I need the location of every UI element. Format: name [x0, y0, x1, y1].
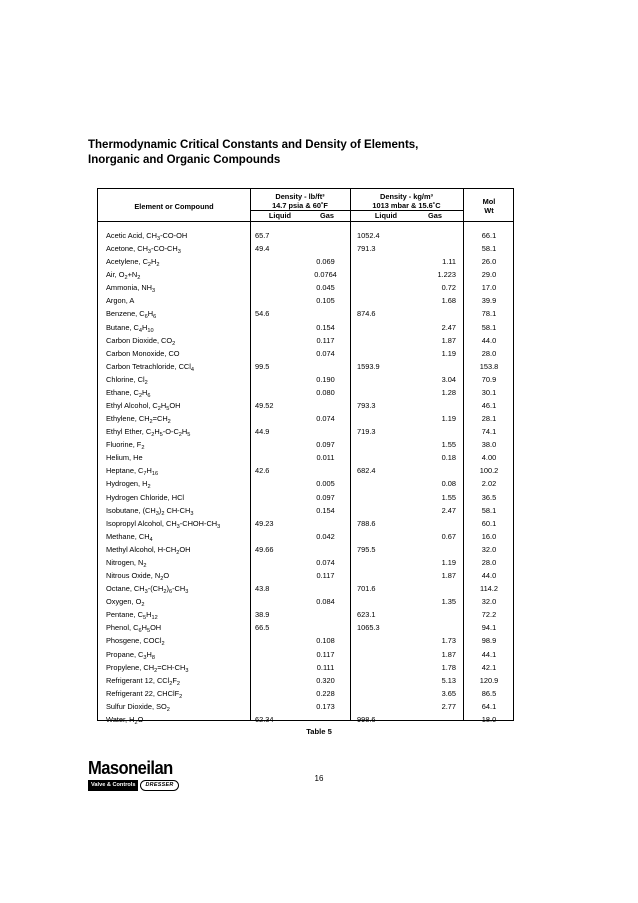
compound-name: Ethylene, $CH_2=CH_2$	[106, 414, 171, 426]
table-row	[98, 595, 513, 608]
compound-name: Nitrous Oxide, $N_2O$	[106, 571, 170, 583]
density-liquid-kg: 682.4	[357, 466, 376, 476]
compound-name: Ethyl Ether, $C_2H_5-O-C_2H_5$	[106, 427, 191, 439]
density-gas-kg: 1.28	[441, 387, 456, 397]
density-gas-lb: 0.074	[316, 557, 335, 567]
header-liquid-metric: Liquid	[374, 211, 398, 220]
molecular-weight: 4.00	[481, 453, 497, 463]
density-gas-kg: 5.13	[441, 675, 456, 685]
header-element-or-compound: Element or Compound	[134, 202, 214, 211]
compound-name: Hydrogen Chloride, HCl	[106, 492, 185, 502]
table-row	[98, 294, 513, 307]
header-liquid: Liquid	[268, 211, 292, 220]
density-gas-kg: 1.19	[441, 557, 456, 567]
compound-name: Argon, A	[106, 296, 135, 306]
table-row	[98, 674, 513, 687]
density-gas-kg: 1.73	[441, 636, 456, 646]
compound-name: Isobutane, $(CH_3)_2$ $CH-CH_3$	[106, 505, 194, 517]
density-gas-lb: 0.117	[316, 571, 335, 581]
density-liquid-kg: 623.1	[357, 610, 376, 620]
density-gas-kg: 1.55	[441, 492, 456, 502]
molecular-weight: 38.0	[481, 440, 497, 450]
compound-name: Propylene, $CH_2=CH-CH_3$	[106, 662, 189, 674]
density-gas-kg: 1.19	[441, 414, 456, 424]
table-row	[98, 582, 513, 595]
compound-name: Hydrogen, $H_2$	[106, 479, 151, 491]
density-gas-kg: 2.47	[441, 505, 456, 515]
molecular-weight: 39.9	[481, 296, 497, 306]
page-number: 16	[314, 774, 324, 783]
density-gas-kg: 0.08	[441, 479, 456, 489]
table-row	[98, 281, 513, 294]
molecular-weight: 16.0	[481, 531, 497, 541]
density-gas-lb: 0.154	[316, 505, 335, 515]
density-gas-kg: 0.18	[441, 453, 456, 463]
table-row	[98, 556, 513, 569]
compound-name: Phenol, $C_6H_5OH$	[106, 623, 162, 635]
molecular-weight: 70.9	[481, 374, 497, 384]
molecular-weight: 44.0	[481, 571, 497, 581]
density-liquid-lb: 62.34	[255, 714, 274, 724]
molecular-weight: 60.1	[481, 518, 497, 528]
molecular-weight: 120.9	[479, 675, 499, 685]
molecular-weight: 44.1	[481, 649, 497, 659]
compound-name: Phosgene, COCl$_2$	[106, 636, 165, 648]
density-liquid-kg: 1065.3	[357, 623, 380, 633]
compound-name: Octane, $CH_3-(CH_2)_6-CH_3$	[106, 584, 189, 596]
density-gas-lb: 0.069	[316, 257, 335, 267]
molecular-weight: 18.0	[481, 714, 497, 724]
density-liquid-lb: 49.52	[255, 401, 274, 411]
density-gas-kg: 1.78	[441, 662, 456, 672]
molecular-weight: 36.5	[481, 492, 497, 502]
density-gas-lb: 0.320	[316, 675, 335, 685]
molecular-weight: 66.1	[481, 231, 497, 240]
density-liquid-lb: 99.5	[255, 361, 270, 371]
molecular-weight: 28.0	[481, 348, 497, 358]
density-gas-lb: 0.097	[316, 492, 335, 502]
header-gas: Gas	[320, 211, 334, 220]
table-row	[98, 687, 513, 700]
density-gas-lb: 0.108	[316, 636, 335, 646]
density-gas-kg: 1.35	[441, 597, 456, 607]
molecular-weight: 78.1	[481, 309, 497, 319]
table-row	[98, 464, 513, 477]
compound-name: Carbon Dioxide, $CO_2$	[106, 335, 176, 347]
table-body	[98, 229, 513, 726]
table-row	[98, 608, 513, 621]
table-row	[98, 386, 513, 399]
density-gas-kg: 2.77	[441, 701, 456, 711]
density-gas-kg: 1.223	[437, 270, 456, 280]
table-row	[98, 477, 513, 490]
table-caption: Table 5	[306, 727, 332, 736]
molecular-weight: 153.8	[479, 361, 499, 371]
density-gas-lb: 0.045	[316, 283, 335, 293]
header-wt-line-2: Wt	[484, 206, 494, 215]
table-row	[98, 373, 513, 386]
density-gas-kg: 1.11	[442, 257, 456, 267]
logo-dresser-brand: DRESSER	[140, 780, 178, 791]
molecular-weight: 32.0	[481, 544, 497, 554]
table-row	[98, 229, 513, 242]
density-liquid-lb: 66.5	[255, 623, 270, 633]
table-row	[98, 412, 513, 425]
molecular-weight: 32.0	[481, 597, 497, 607]
density-gas-lb: 0.117	[316, 649, 335, 659]
table-row	[98, 268, 513, 281]
compound-name: Sulfur Dioxide, $SO_2$	[106, 701, 170, 713]
density-gas-kg: 1.87	[441, 649, 456, 659]
density-liquid-lb: 54.6	[255, 309, 270, 319]
compound-name: Chlorine, $Cl_2$	[106, 374, 148, 386]
table-row	[98, 360, 513, 373]
table-row	[98, 307, 513, 320]
compound-name: Methane, $CH_4$	[106, 531, 153, 543]
table-row	[98, 438, 513, 451]
table-row	[98, 334, 513, 347]
table-row	[98, 530, 513, 543]
header-gas-metric: Gas	[428, 211, 442, 220]
compound-name: Fluorine, $F_2$	[106, 440, 145, 452]
header-mol-line-1: Mol	[482, 197, 496, 206]
density-gas-kg: 1.87	[441, 335, 456, 345]
table-row	[98, 451, 513, 464]
compound-name: Ethane, $C_2H_6$	[106, 387, 151, 399]
molecular-weight: 29.0	[481, 270, 497, 280]
molecular-weight: 58.1	[481, 505, 497, 515]
density-gas-lb: 0.074	[316, 348, 335, 358]
compound-name: Air, $O_2+N_2$	[106, 270, 141, 282]
table-row	[98, 621, 513, 634]
table-row	[98, 569, 513, 582]
table-row	[98, 661, 513, 674]
header-density-metric-line-2: 1013 mbar & 15.6˚C	[372, 201, 441, 210]
compound-name: Ammonia, $NH_3$	[106, 283, 156, 295]
compound-name: Nitrogen, $N_2$	[106, 557, 147, 569]
density-liquid-lb: 38.9	[255, 610, 270, 620]
density-liquid-kg: 874.6	[357, 309, 376, 319]
compound-name: Carbon Tetrachloride, CCl$_4$	[106, 361, 195, 373]
title-line-2: Inorganic and Organic Compounds	[88, 154, 281, 166]
density-liquid-lb: 42.6	[255, 466, 270, 476]
table-row	[98, 255, 513, 268]
molecular-weight: 58.1	[481, 322, 497, 332]
table-row	[98, 634, 513, 647]
molecular-weight: 74.1	[481, 427, 497, 437]
table-row	[98, 242, 513, 255]
header-density-imperial-line-2: 14.7 psia & 60˚F	[272, 201, 328, 210]
density-liquid-kg: 791.3	[357, 244, 376, 254]
density-gas-kg: 1.55	[441, 440, 456, 450]
compound-name: Pentane, $C_5H_{12}$	[106, 610, 158, 622]
table-row	[98, 347, 513, 360]
molecular-weight: 86.5	[481, 688, 497, 698]
compound-name: Acetone, $CH_3-CO-CH_3$	[106, 244, 181, 256]
table-row	[98, 700, 513, 713]
table-row	[98, 543, 513, 556]
density-gas-lb: 0.042	[316, 531, 335, 541]
density-liquid-kg: 793.3	[357, 401, 376, 411]
molecular-weight: 44.0	[481, 335, 497, 345]
density-liquid-kg: 998.6	[357, 714, 376, 724]
header-divider	[98, 221, 513, 222]
density-liquid-kg: 795.5	[357, 544, 376, 554]
table-row	[98, 713, 513, 726]
molecular-weight: 2.02	[481, 479, 497, 489]
compound-name: Methyl Alcohol, $H-CH_2OH$	[106, 544, 191, 556]
compound-name: Propane, $C_3H_8$	[106, 649, 155, 661]
compound-name: Refrigerant 22, CHClF$_2$	[106, 688, 183, 700]
table-row	[98, 504, 513, 517]
density-gas-lb: 0.074	[316, 414, 335, 424]
compound-name: Butane, $C_4H_{10}$	[106, 322, 154, 334]
compound-name: Benzene, $C_6H_6$	[106, 309, 157, 321]
header-density-imperial-line-1: Density - lb/ft³	[275, 192, 325, 201]
title-line-1: Thermodynamic Critical Constants and Density of Elements,	[88, 139, 419, 151]
table-row	[98, 321, 513, 334]
density-liquid-lb: 49.4	[255, 244, 270, 254]
molecular-weight: 98.9	[481, 636, 497, 646]
compound-name: Helium, He	[106, 453, 143, 463]
molecular-weight: 72.2	[481, 610, 497, 620]
density-gas-lb: 0.228	[316, 688, 335, 698]
density-gas-lb: 0.173	[316, 701, 335, 711]
density-liquid-kg: 701.6	[357, 584, 376, 594]
molecular-weight: 114.2	[480, 584, 498, 594]
document-title	[88, 138, 548, 168]
density-liquid-kg: 1593.9	[357, 361, 380, 371]
density-gas-lb: 0.154	[316, 322, 335, 332]
molecular-weight: 46.1	[481, 401, 497, 411]
molecular-weight: 26.0	[481, 257, 497, 267]
molecular-weight: 17.0	[481, 283, 497, 293]
logo-wordmark: Masoneilan	[88, 758, 173, 778]
density-gas-lb: 0.080	[316, 387, 335, 397]
compound-name: Carbon Monoxide, CO	[106, 348, 180, 358]
density-gas-kg: 1.19	[441, 348, 456, 358]
compound-name: Water, $H_2O$	[106, 714, 144, 726]
table-row	[98, 648, 513, 661]
logo-tagline: Valve & Controls	[88, 780, 138, 791]
molecular-weight: 94.1	[481, 623, 497, 633]
density-gas-kg: 2.47	[441, 322, 456, 332]
density-liquid-kg: 719.3	[357, 427, 376, 437]
table-row	[98, 491, 513, 504]
density-gas-kg: 1.87	[441, 571, 456, 581]
compound-name: Ethyl Alcohol, $C_2H_5OH$	[106, 401, 181, 413]
molecular-weight: 64.1	[481, 701, 497, 711]
compound-name: Refrigerant 12, $CCl_2F_2$	[106, 675, 181, 687]
header-density-metric-line-1: Density - kg/m³	[380, 192, 433, 201]
density-liquid-lb: 44.9	[255, 427, 270, 437]
density-gas-lb: 0.084	[316, 597, 335, 607]
table-row	[98, 517, 513, 530]
density-table	[97, 188, 514, 726]
density-gas-lb: 0.005	[316, 479, 335, 489]
table-row	[98, 425, 513, 438]
compound-name: Acetylene, $C_2H_2$	[106, 257, 160, 269]
density-gas-lb: 0.105	[316, 296, 335, 306]
molecular-weight: 28.1	[481, 414, 497, 424]
density-liquid-kg: 788.6	[357, 518, 376, 528]
density-gas-kg: 0.67	[441, 531, 456, 541]
density-gas-lb: 0.097	[316, 440, 335, 450]
density-gas-kg: 3.65	[441, 688, 456, 698]
molecular-weight: 100.2	[479, 466, 499, 476]
compound-name: Isopropyl Alcohol, $CH_3-CHOH-CH_3$	[106, 518, 221, 530]
density-gas-kg: 0.72	[441, 283, 456, 293]
density-gas-lb: 0.111	[316, 662, 335, 672]
density-gas-lb: 0.0764	[314, 270, 337, 280]
density-liquid-lb: 49.66	[255, 544, 274, 554]
table-row	[98, 399, 513, 412]
molecular-weight: 30.1	[481, 387, 497, 397]
density-liquid-kg: 1052.4	[357, 231, 380, 240]
compound-name: Acetic Acid, $CH_3-CO-OH$	[106, 231, 188, 242]
density-liquid-lb: 49.23	[255, 518, 274, 528]
molecular-weight: 42.1	[481, 662, 497, 672]
density-liquid-lb: 65.7	[255, 231, 270, 240]
compound-name: Heptane, $C_7H_{16}$	[106, 466, 159, 478]
molecular-weight: 58.1	[481, 244, 497, 254]
compound-name: Oxygen, $O_2$	[106, 597, 145, 609]
density-gas-lb: 0.117	[316, 335, 335, 345]
density-gas-lb: 0.190	[316, 374, 335, 384]
density-gas-lb: 0.011	[316, 453, 335, 463]
density-liquid-lb: 43.8	[255, 584, 270, 594]
molecular-weight: 28.0	[481, 557, 497, 567]
density-gas-kg: 1.68	[441, 296, 456, 306]
density-gas-kg: 3.04	[441, 374, 456, 384]
